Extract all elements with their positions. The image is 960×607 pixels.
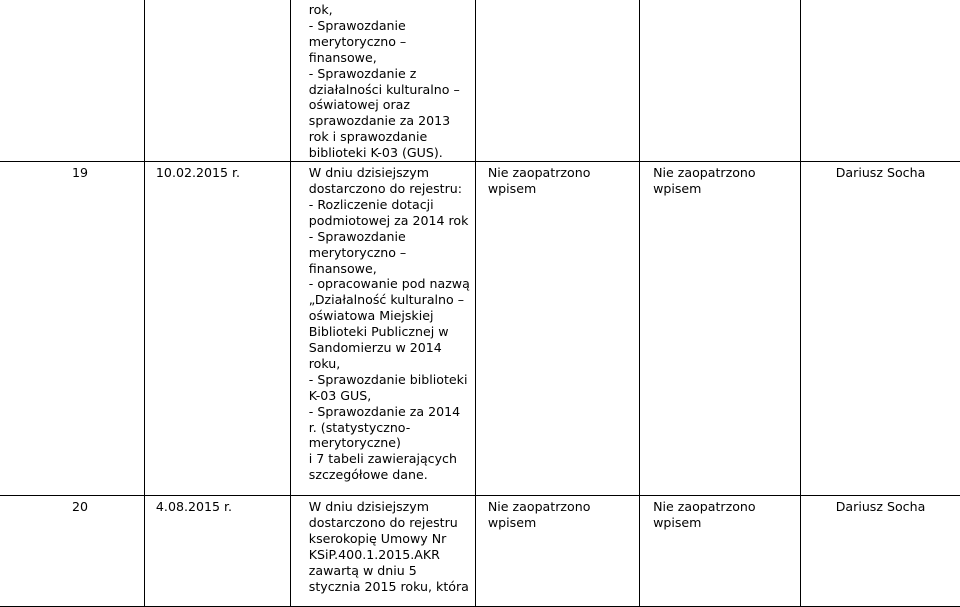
annotation-line: wpisem <box>487 180 537 196</box>
description-line: dostarczono do rejestru <box>308 514 458 530</box>
cell-annotation-2 <box>640 496 801 607</box>
description-line: - Sprawozdanie z <box>308 65 417 81</box>
description-line: Biblioteki Publicznej w <box>308 324 449 340</box>
description-line: oświatowa Miejskiej <box>308 308 434 324</box>
annotation-line: Nie zaopatrzono <box>653 499 756 515</box>
description-line: merytoryczne) <box>308 435 401 451</box>
table-row <box>0 162 960 496</box>
description-line: - Sprawozdanie za 2014 <box>308 403 461 419</box>
annotation-line: wpisem <box>487 514 537 530</box>
cell-nr <box>0 0 144 162</box>
cell-description <box>290 162 475 496</box>
description-line: - Sprawozdanie biblioteki <box>308 371 468 387</box>
annotation-line: wpisem <box>653 514 702 530</box>
description-line: dostarczono do rejestru: <box>308 180 463 196</box>
description-line: rok, <box>308 2 333 17</box>
description-line: r. (statystyczno- <box>308 419 411 435</box>
annotation-line: Nie zaopatrzono <box>487 499 591 515</box>
cell-date <box>144 162 290 496</box>
cell-date <box>144 496 290 607</box>
table-row <box>0 496 960 607</box>
description-line: - Rozliczenie dotacji <box>308 196 434 212</box>
description-line: stycznia 2015 roku, która <box>308 578 469 594</box>
description-line: - Sprawozdanie <box>308 228 406 244</box>
cell-person <box>801 496 960 607</box>
description-line: kserokopię Umowy Nr <box>308 530 447 546</box>
description-line: rok i sprawozdanie <box>308 129 428 145</box>
cell-annotation-2 <box>640 0 801 162</box>
cell-description <box>290 0 475 162</box>
description-line: - Sprawozdanie <box>308 17 406 33</box>
cell-annotation-1 <box>475 496 639 607</box>
description-line: finansowe, <box>308 260 377 276</box>
description-line: merytoryczno – <box>308 33 407 49</box>
cell-person <box>801 162 960 496</box>
annotation-line: Nie zaopatrzono <box>653 165 756 181</box>
description-line: oświatowej oraz <box>308 97 410 113</box>
cell-person <box>801 0 960 162</box>
description-line: szczegółowe dane. <box>308 467 428 483</box>
annotation-line: wpisem <box>653 180 702 196</box>
description-line: „Działalność kulturalno – <box>308 292 465 308</box>
cell-nr <box>0 162 144 496</box>
description-line: merytoryczno – <box>308 244 407 260</box>
description-line: - opracowanie pod nazwą <box>308 276 470 292</box>
description-line: W dniu dzisiejszym <box>308 165 429 181</box>
row-date: 4.08.2015 r. <box>155 499 233 515</box>
annotation-line: Nie zaopatrzono <box>487 165 591 181</box>
table-row <box>0 0 960 162</box>
description-line: finansowe, <box>308 49 377 65</box>
description-line: W dniu dzisiejszym <box>308 499 429 515</box>
description-line: roku, <box>308 355 341 371</box>
cell-annotation-1 <box>475 0 639 162</box>
cell-description <box>290 496 475 607</box>
description-line: biblioteki K-03 (GUS). <box>308 145 443 161</box>
description-line: K-03 GUS, <box>308 387 372 403</box>
description-line: zawartą w dniu 5 <box>308 562 417 578</box>
cell-nr <box>0 496 144 607</box>
cell-annotation-2 <box>640 162 801 496</box>
cell-date <box>144 0 290 162</box>
person-name: Dariusz Socha <box>835 499 926 515</box>
description-line: i 7 tabeli zawierających <box>308 451 457 467</box>
description-line: KSiP.400.1.2015.AKR <box>308 546 440 562</box>
row-number: 20 <box>72 499 89 515</box>
description-line: sprawozdanie za 2013 <box>308 113 451 129</box>
description-line: podmiotowej za 2014 rok <box>308 212 469 228</box>
row-date: 10.02.2015 r. <box>155 165 241 181</box>
row-number: 19 <box>72 165 89 181</box>
description-line: Sandomierzu w 2014 <box>308 340 442 356</box>
cell-annotation-1 <box>475 162 639 496</box>
person-name: Dariusz Socha <box>835 165 926 181</box>
description-line: działalności kulturalno – <box>308 81 460 97</box>
